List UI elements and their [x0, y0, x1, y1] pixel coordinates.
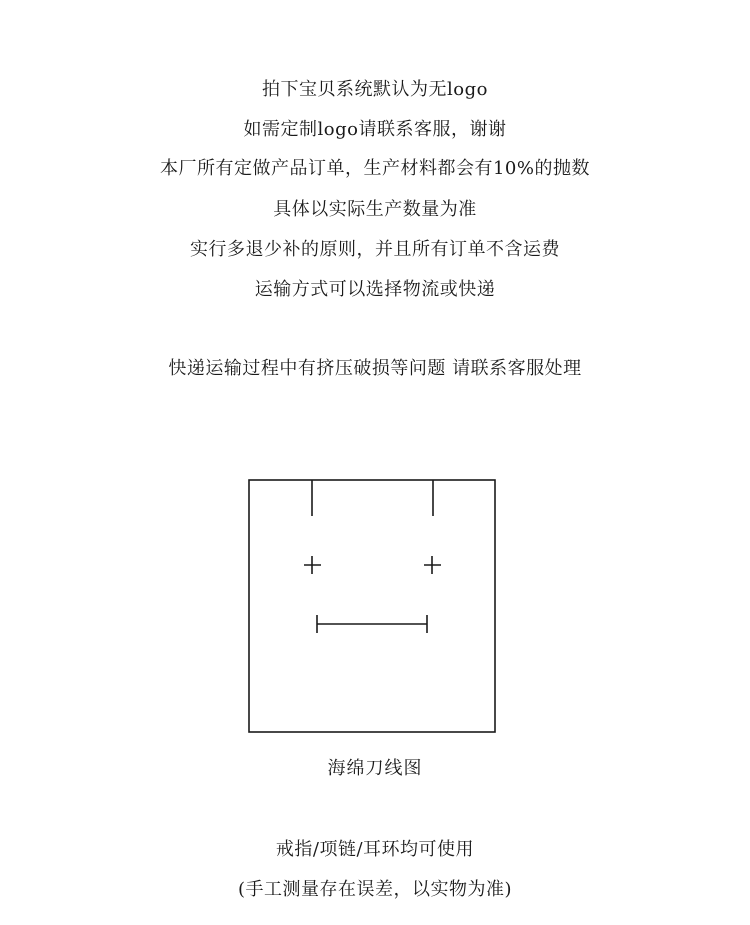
notice-line-custom-logo: 如需定制logo请联系客服，谢谢 — [243, 119, 507, 140]
sponge-outline — [249, 480, 495, 732]
diagram-caption: 海绵刀线图 — [327, 758, 423, 779]
cross-mark-right — [424, 556, 441, 574]
notice-line-default-logo: 拍下宝贝系统默认为无logo — [262, 79, 488, 100]
horizontal-cut-line — [317, 615, 427, 633]
notice-damage-note: 快递运输过程中有挤压破损等问题 请联系客服处理 — [168, 358, 582, 379]
notice-line-refund-policy: 实行多退少补的原则，并且所有订单不含运费 — [190, 239, 560, 260]
footer-measure-note: (手工测量存在误差，以实物为准) — [237, 879, 513, 900]
footer-usage: 戒指/项链/耳环均可使用 — [275, 839, 475, 860]
notice-line-material-surplus: 本厂所有定做产品订单，生产材料都会有10%的抛数 — [159, 158, 590, 179]
notice-line-actual-quantity: 具体以实际生产数量为准 — [273, 199, 477, 220]
notice-line-shipping-method: 运输方式可以选择物流或快递 — [254, 279, 496, 300]
cross-mark-left — [304, 556, 321, 574]
